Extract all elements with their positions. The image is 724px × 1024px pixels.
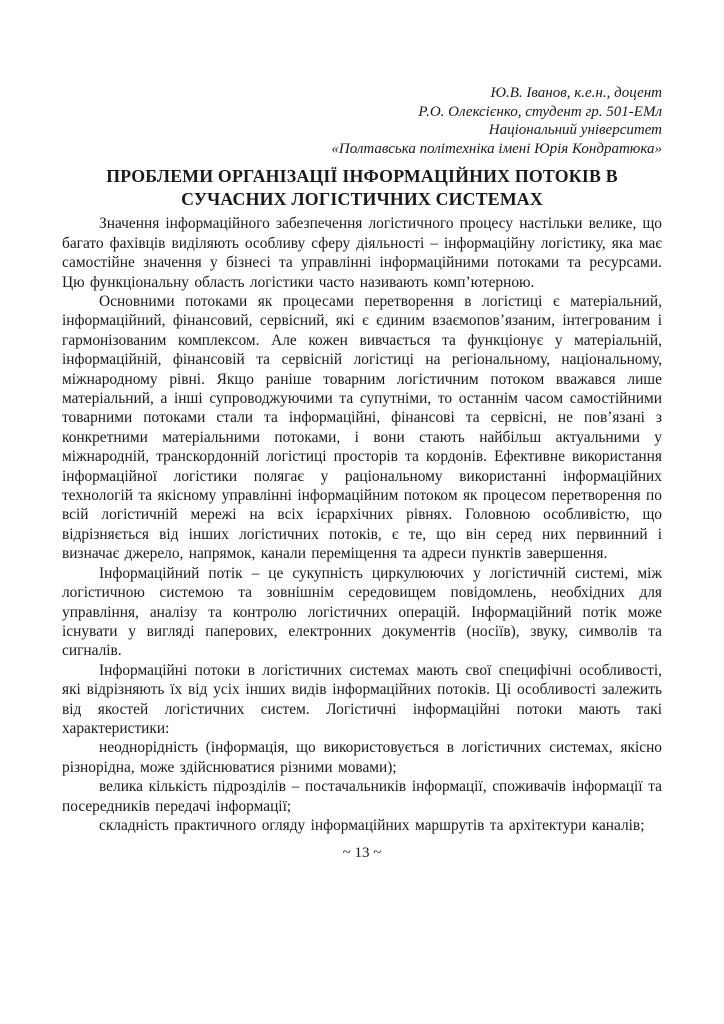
list-item-heterogeneity: неоднорідність (інформація, що використовується в логістичних системах, якісно різнорідна, може здійснюватися різними мовами);: [62, 739, 662, 776]
author-line-1: Ю.В. Іванов, к.е.н., доцент: [490, 85, 662, 101]
article-body: [62, 214, 662, 835]
list-item-subdivisions: велика кількість підрозділів – постачальників інформації, споживачів інформації та посередників передачі інформації;: [62, 778, 662, 815]
body-paragraph-2: Основними потоками як процесами перетворення в логістиці є матеріальний, інформаційний, фінансовий, сервісний, які є єдиним взаємопов’язаним, інтегрованим і гармонізованим комплексом. Але кожен вивчається та функціонує у матеріальній, інформаційній, фінансовій та сервісній логістиці на регіональному, національному, міжнародному рівні. Якщо раніше товарним логістичним потоком вважався лише матеріальний, а інші супроводжуючими та супутніми, то останнім часом самостійними товарними потоками стали та інформаційні, фінансові та сервісні, не пов’язані з конкретними матеріальними потоками, і вони стають найбільш актуальними у міжнародній, транскордонній логістиці просторів та кордонів. Ефективне використання інформаційної логістики полягає у раціональному використанні інформаційних технологій та якісному управлінні інформаційним потоком як процесом перетворення по всій логістичній мережі на всіх ієрархічних рівнях. Головною особливістю, що відрізняється від інших логістичних потоків, є те, що він серед них первинний і визначає джерело, напрямок, канали переміщення та адреси пунктів завершення.: [62, 293, 662, 563]
body-paragraph-3: Інформаційний потік – це сукупність циркулюючих у логістичній системі, між логістичною системою та зовнішнім середовищем повідомлень, необхідних для управління, аналізу та контролю логістичних операцій. Інформаційний потік може існувати у вигляді паперових, електронних документів (носіїв), звуку, символів та сигналів.: [62, 564, 662, 660]
affiliation-line-1: Національний університет: [488, 122, 662, 139]
affiliation-line-2: «Полтавська політехніка імені Юрія Кондратюка»: [331, 140, 662, 157]
page-number: ~ 13 ~: [342, 845, 382, 862]
author-block: [62, 84, 662, 158]
body-paragraph-4: Інформаційні потоки в логістичних системах мають свої специфічні особливості, які відрізняють їх від усіх інших видів інформаційних потоків. Ці особливості залежить від якостей логістичних систем. Логістичні інформаційні потоки мають такі характеристики:: [62, 661, 662, 737]
article-title: ПРОБЛЕМИ ОРГАНІЗАЦІЇ ІНФОРМАЦІЙНИХ ПОТОКІВ В СУЧАСНИХ ЛОГІСТИЧНИХ СИСТЕМАХ: [106, 166, 618, 210]
author-line-2: Р.О. Олексієнко, студент гр. 501-ЕМл: [418, 103, 662, 120]
list-item-complexity: складність практичного огляду інформаційних маршрутів та архітектури каналів;: [99, 816, 645, 834]
body-paragraph-1: Значення інформаційного забезпечення логістичного процесу настільки велике, що багато фахівців виділяють особливу сферу діяльності – інформаційну логістику, яка має самостійне значення у бізнесі та управлінні інформаційними потоками та ресурсами. Цю функціональну область логістики часто називають комп’ютерною.: [62, 215, 662, 291]
